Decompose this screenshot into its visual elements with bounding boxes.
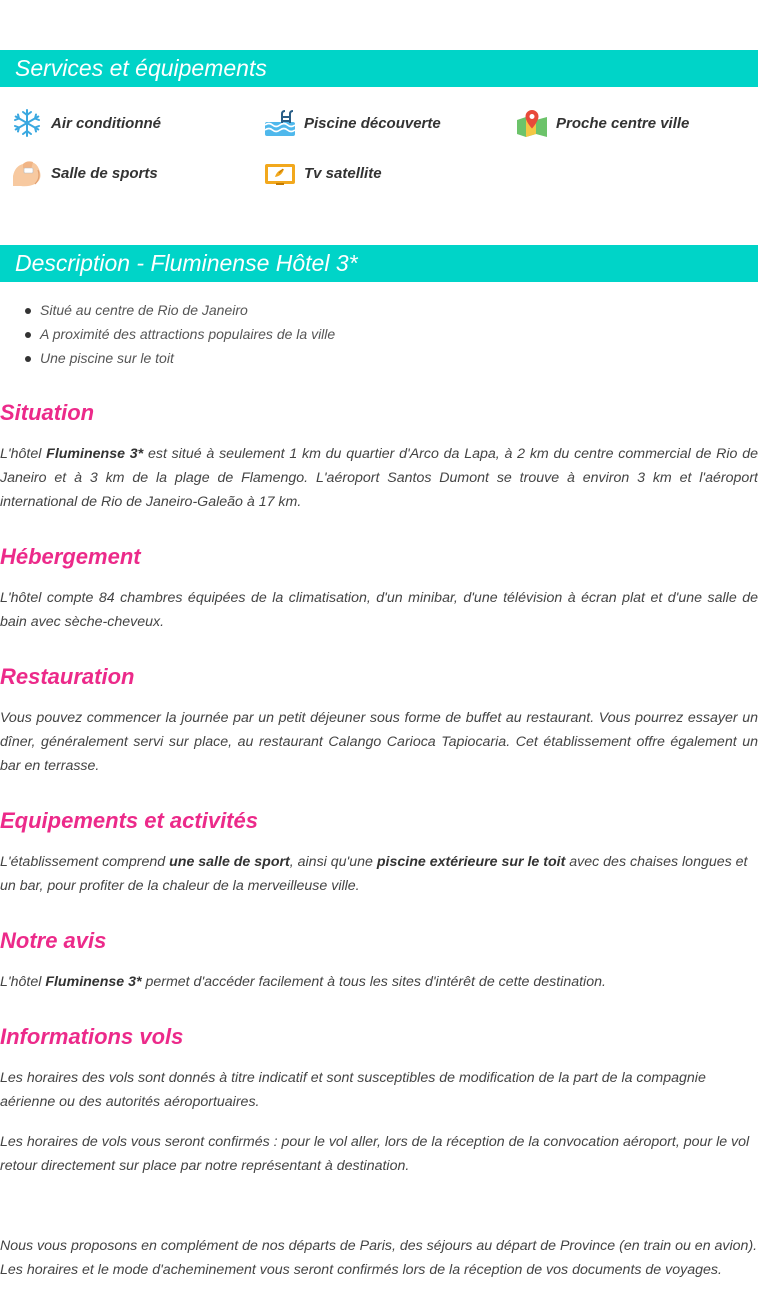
highlights-list bbox=[25, 298, 335, 370]
service-city-center bbox=[516, 108, 689, 138]
service-air-conditioning bbox=[11, 108, 161, 138]
section-title-hebergement: Hébergement bbox=[0, 544, 141, 569]
avis-text: L'hôtel Fluminense 3* permet d'accéder facilement à tous les sites d'intérêt de cette destination. bbox=[0, 974, 606, 990]
highlight-pool: piscine extérieure sur le toit bbox=[376, 854, 566, 870]
description-banner: Description - Fluminense Hôtel 3* bbox=[0, 245, 758, 282]
tv-satellite-icon bbox=[264, 158, 296, 188]
section-title-avis: Notre avis bbox=[0, 928, 107, 953]
list-item: Une piscine sur le toit bbox=[25, 346, 335, 370]
services-banner: Services et équipements bbox=[0, 50, 758, 87]
list-item: Situé au centre de Rio de Janeiro bbox=[25, 298, 335, 322]
highlight-gym: une salle de sport bbox=[169, 854, 290, 870]
service-label: Tv satellite bbox=[304, 164, 382, 182]
snowflake-icon bbox=[11, 108, 43, 138]
muscle-arm-icon bbox=[11, 158, 43, 188]
service-label: Air conditionné bbox=[51, 114, 161, 132]
vols-text-2: Les horaires de vols vous seront confirmés : pour le vol aller, lors de la réception de la convocation aéroport, pour le vol retour directement sur place par notre représentant à destination. bbox=[0, 1134, 750, 1174]
hotel-name: Fluminense 3* bbox=[45, 974, 142, 990]
section-title-vols: Informations vols bbox=[0, 1024, 184, 1049]
section-title-restauration: Restauration bbox=[0, 664, 135, 689]
service-gym bbox=[11, 158, 158, 188]
hebergement-text: L'hôtel compte 84 chambres équipées de la climatisation, d'un minibar, d'une télévision à écran plat et d'une salle de bain avec sèche-cheveux. bbox=[0, 590, 758, 630]
map-pin-icon bbox=[516, 108, 548, 138]
service-label: Proche centre ville bbox=[556, 114, 690, 132]
service-label: Salle de sports bbox=[51, 164, 158, 182]
equipements-text: L'établissement comprend une salle de sport, ainsi qu'une piscine extérieure sur le toit avec des chaises longues et un bar, pour profiter de la chaleur de la merveilleuse ville. bbox=[0, 854, 748, 894]
section-title-situation: Situation bbox=[0, 400, 95, 425]
service-tv bbox=[264, 158, 382, 188]
vols-text-1: Les horaires des vols sont donnés à titre indicatif et sont susceptibles de modification de la part de la compagnie aérienne ou des autorités aéroportuaires. bbox=[0, 1070, 706, 1110]
service-pool bbox=[264, 108, 441, 138]
list-item: A proximité des attractions populaires de la ville bbox=[25, 322, 335, 346]
service-label: Piscine découverte bbox=[304, 114, 441, 132]
hotel-name: Fluminense 3* bbox=[46, 446, 144, 462]
restauration-text: Vous pouvez commencer la journée par un petit déjeuner sous forme de buffet au restaurant. Vous pourrez essayer un dîner, généralement servi sur place, au restaurant Calango Carioca Tapiocaria. Cet établissement offre également un bar en terrasse. bbox=[0, 710, 758, 774]
vols-text-3: Nous vous proposons en complément de nos départs de Paris, des séjours au départ de Province (en train ou en avion). Les horaires et le mode d'acheminement vous seront confirmés lors de la réception de vos documents de voyages. bbox=[0, 1238, 758, 1278]
pool-icon bbox=[264, 108, 296, 138]
situation-text: L'hôtel Fluminense 3* est situé à seulement 1 km du quartier d'Arco da Lapa, à 2 km du centre commercial de Rio de Janeiro et à 3 km de la plage de Flamengo. L'aéroport Santos Dumont se trouve à environ 3 km et l'aéroport international de Rio de Janeiro-Galeão à 17 km. bbox=[0, 446, 758, 510]
section-title-equipements: Equipements et activités bbox=[0, 808, 258, 833]
